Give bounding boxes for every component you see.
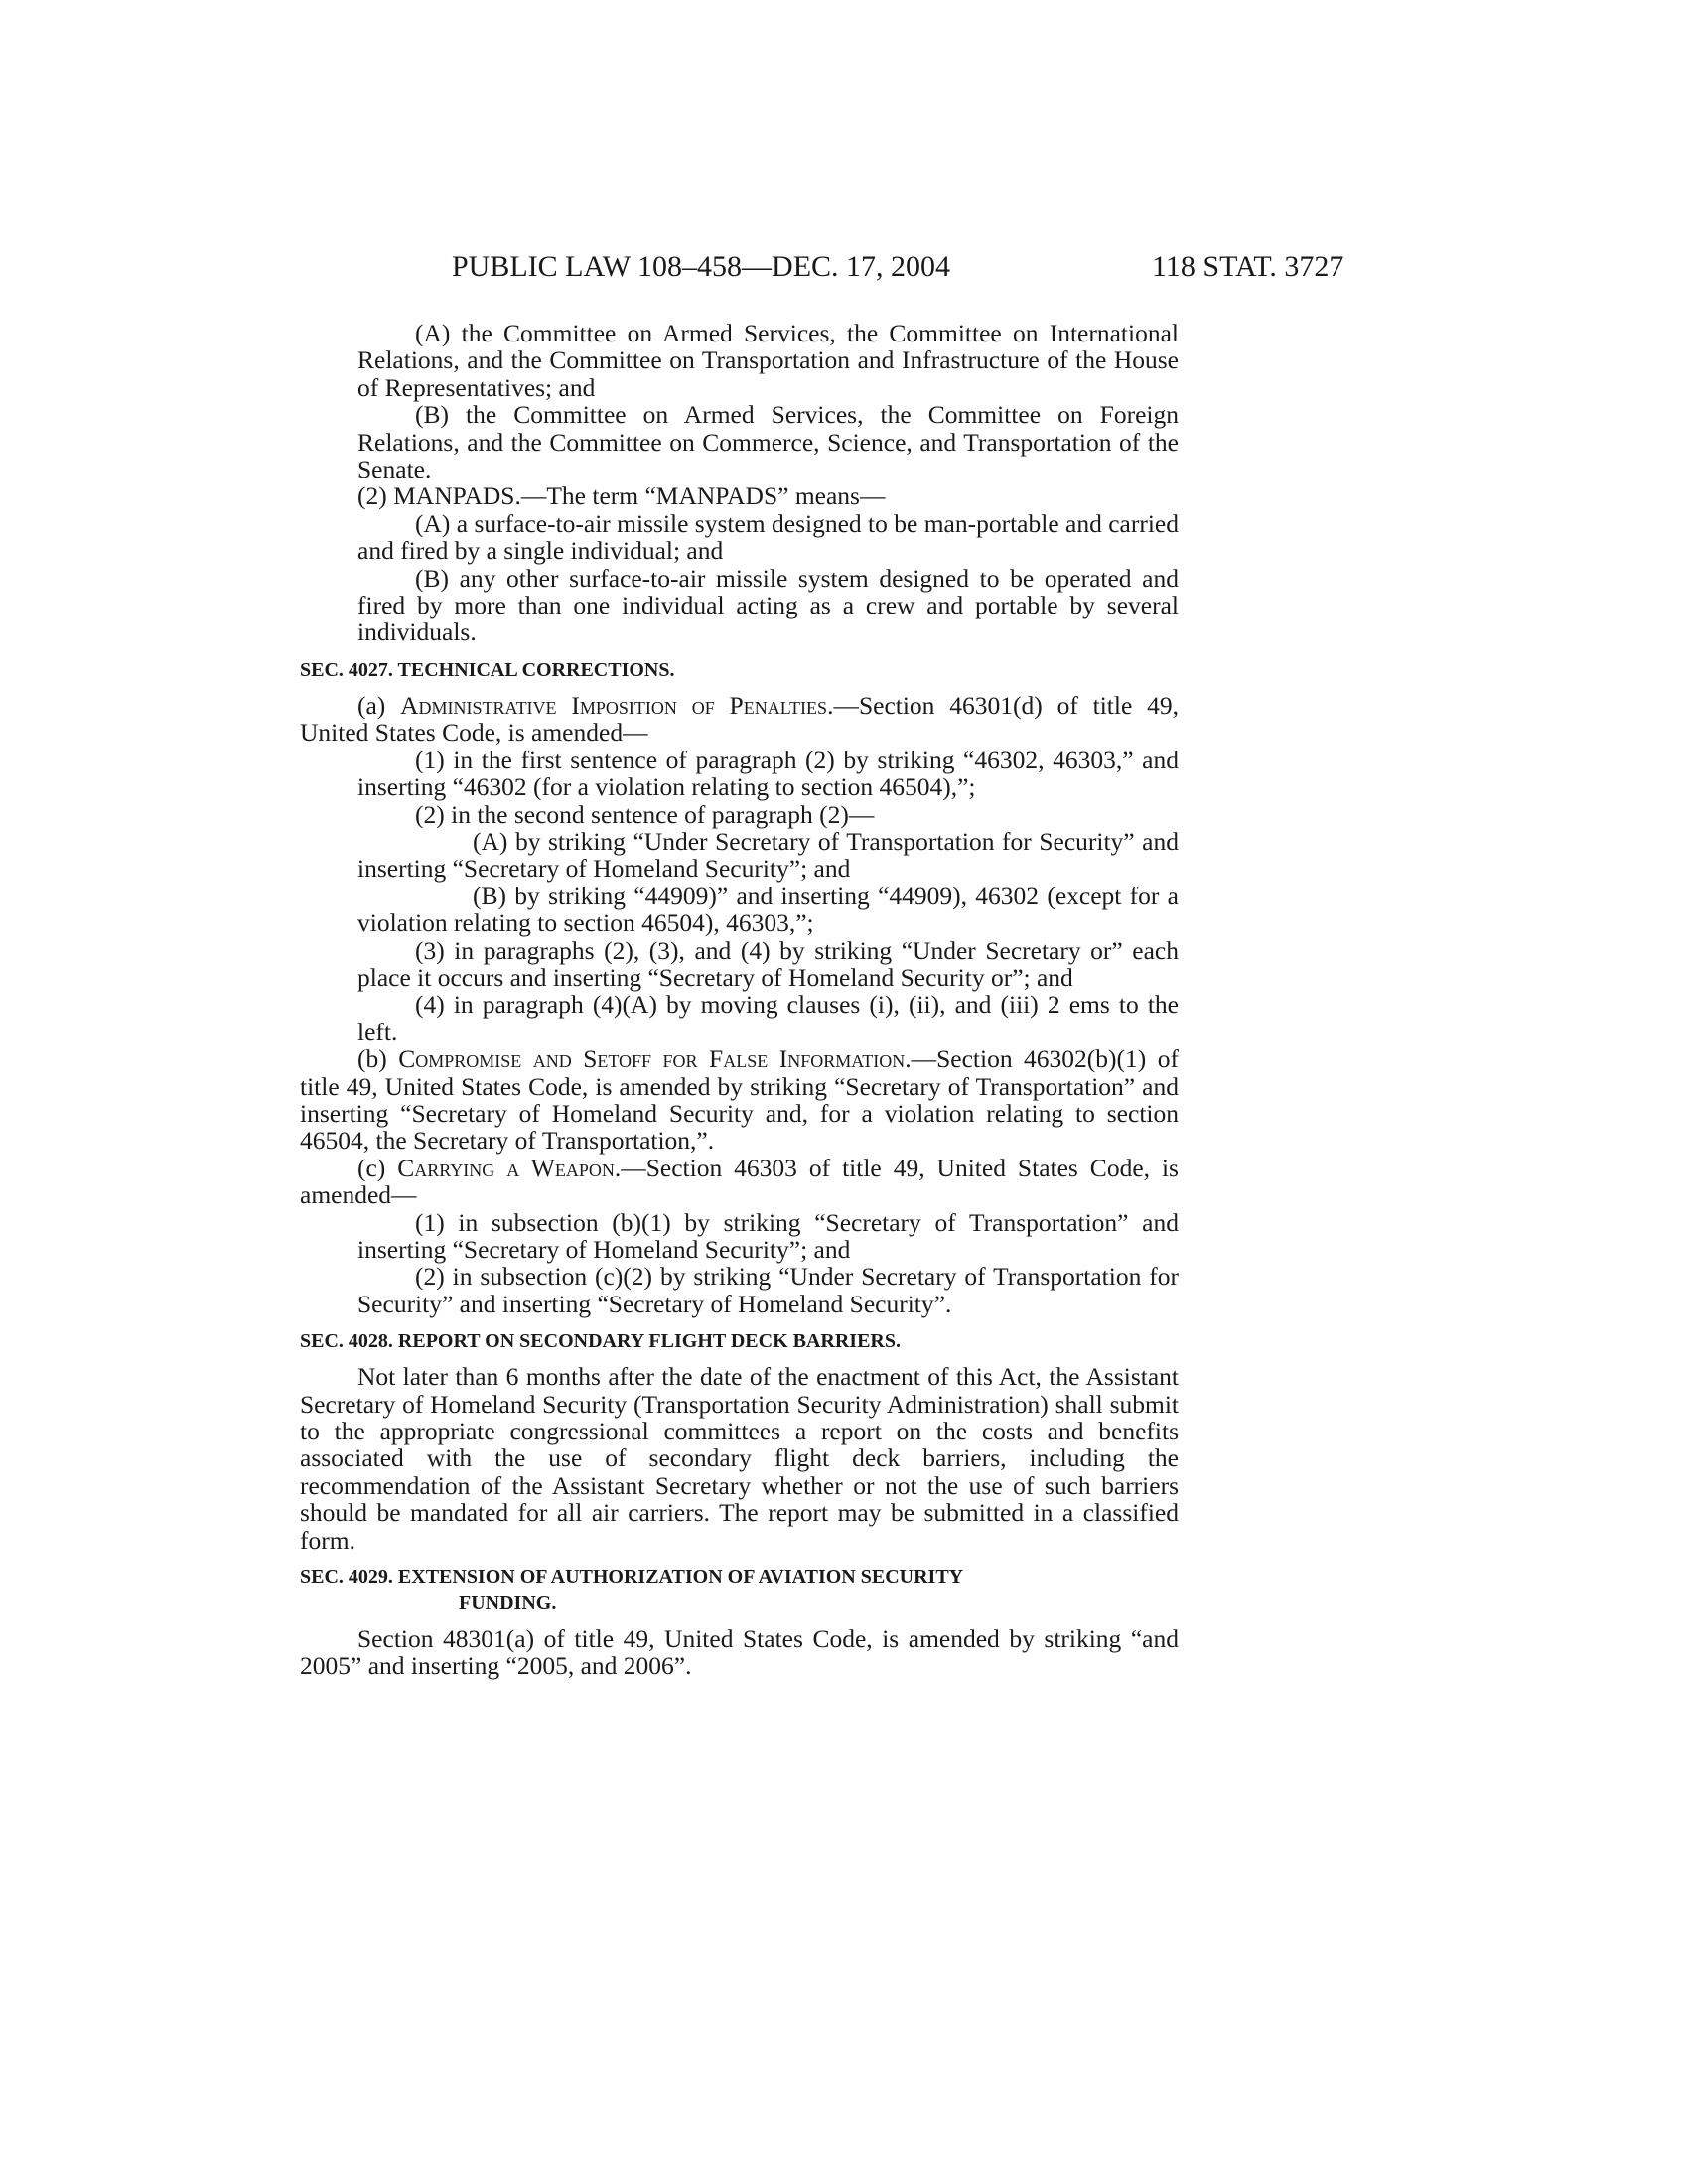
section-heading-4029-line2: FUNDING. (459, 1592, 557, 1615)
subsection-b (300, 1045, 1179, 1155)
section-4028-text: Not later than 6 months after the date of the enactment of this Act, the Assistant Secretary of Homeland Security (Transportation Security Administration) shall submit to the appropriate congressional committees a report on the costs and benefits associated with the use of secondary flight deck barriers, including the recommendation of the Assistant Secretary whether or not the use of such barriers should be mandated for all air carriers. The report may be submitted in a classified form. (300, 1362, 1179, 1555)
paragraph-a2A: (A) by striking “Under Secretary of Transportation for Security” and inserting “Secretary of Homeland Security”; and (357, 826, 1179, 884)
subsection-c (300, 1155, 1179, 1209)
statute-citation: 118 STAT. 3727 (1152, 250, 1344, 283)
subsection-b-label: (b) (357, 1044, 399, 1074)
subsection-a (300, 692, 1179, 747)
section-heading-4029-line1: SEC. 4029. EXTENSION OF AUTHORIZATION OF AVIATION SECURITY (300, 1567, 964, 1589)
page-header (0, 250, 1688, 290)
subsection-c-text: .—Section 46303 of title 49, United States Code, is amended— (300, 1153, 1179, 1210)
section-heading-4029 (300, 1565, 1179, 1616)
paragraph-a2: (2) in the second sentence of paragraph (2)— (415, 799, 875, 829)
subsection-b-text: .—Section 46302(b)(1) of title 49, United States Code, is amended by striking “Secretary of Transportation” and inserting “Secretary of Homeland Security and, for a violation relating to section 46504, the Secretary of Transportation,”. (300, 1044, 1179, 1156)
paragraph-2A: (A) a surface-to-air missile system designed to be man-portable and carried and fired by a single individual; and (357, 508, 1179, 566)
paragraph-a1: (1) in the first sentence of paragraph (2) by striking “46302, 46303,” and inserting “46302 (for a violation relating to section 46504),”; (357, 745, 1179, 802)
paragraph-2: (2) MANPADS.—The term “MANPADS” means— (357, 481, 886, 511)
subsection-a-label: (a) (357, 690, 401, 720)
document-body (300, 320, 1179, 1680)
paragraph-1B: (B) the Committee on Armed Services, the Committee on Foreign Relations, and the Committee on Commerce, Science, and Transportation of the Senate. (357, 400, 1179, 484)
subsection-a-text: .—Section 46301(d) of title 49, United States Code, is amended— (300, 690, 1179, 748)
running-head: PUBLIC LAW 108–458—DEC. 17, 2004 (452, 250, 951, 283)
section-heading-4027: SEC. 4027. TECHNICAL CORRECTIONS. (300, 658, 675, 681)
paragraph-a4: (4) in paragraph (4)(A) by moving clauses (i), (ii), and (iii) 2 ems to the left. (357, 990, 1179, 1046)
paragraph-1A: (A) the Committee on Armed Services, the Committee on International Relations, and the Committee on Transportation and Infrastructure of the House of Representatives; and (357, 319, 1179, 402)
subsection-a-title: Administrative Imposition of Penalties (400, 690, 828, 720)
section-heading-4028: SEC. 4028. REPORT ON SECONDARY FLIGHT DECK BARRIERS. (300, 1330, 901, 1353)
subsection-b-title: Compromise and Setoff for False Information (398, 1044, 906, 1074)
paragraph-2B: (B) any other surface-to-air missile system designed to be operated and fired by more than one individual acting as a crew and portable by several individuals. (357, 563, 1179, 647)
subsection-c-label: (c) (357, 1153, 398, 1182)
paragraph-c1: (1) in subsection (b)(1) by striking “Secretary of Transportation” and inserting “Secretary of Homeland Security”; and (357, 1207, 1179, 1264)
paragraph-c2: (2) in subsection (c)(2) by striking “Under Secretary of Transportation for Security” and inserting “Secretary of Homeland Security”. (357, 1262, 1179, 1318)
section-4029-text: Section 48301(a) of title 49, United States Code, is amended by striking “and 2005” and inserting “2005, and 2006”. (300, 1624, 1179, 1681)
paragraph-a2B: (B) by striking “44909)” and inserting “44909), 46302 (except for a violation relating to section 46504), 46303,”; (357, 881, 1179, 938)
paragraph-a3: (3) in paragraphs (2), (3), and (4) by striking “Under Secretary or” each place it occurs and inserting “Secretary of Homeland Security or”; and (357, 935, 1179, 992)
subsection-c-title: Carrying a Weapon (397, 1153, 615, 1182)
